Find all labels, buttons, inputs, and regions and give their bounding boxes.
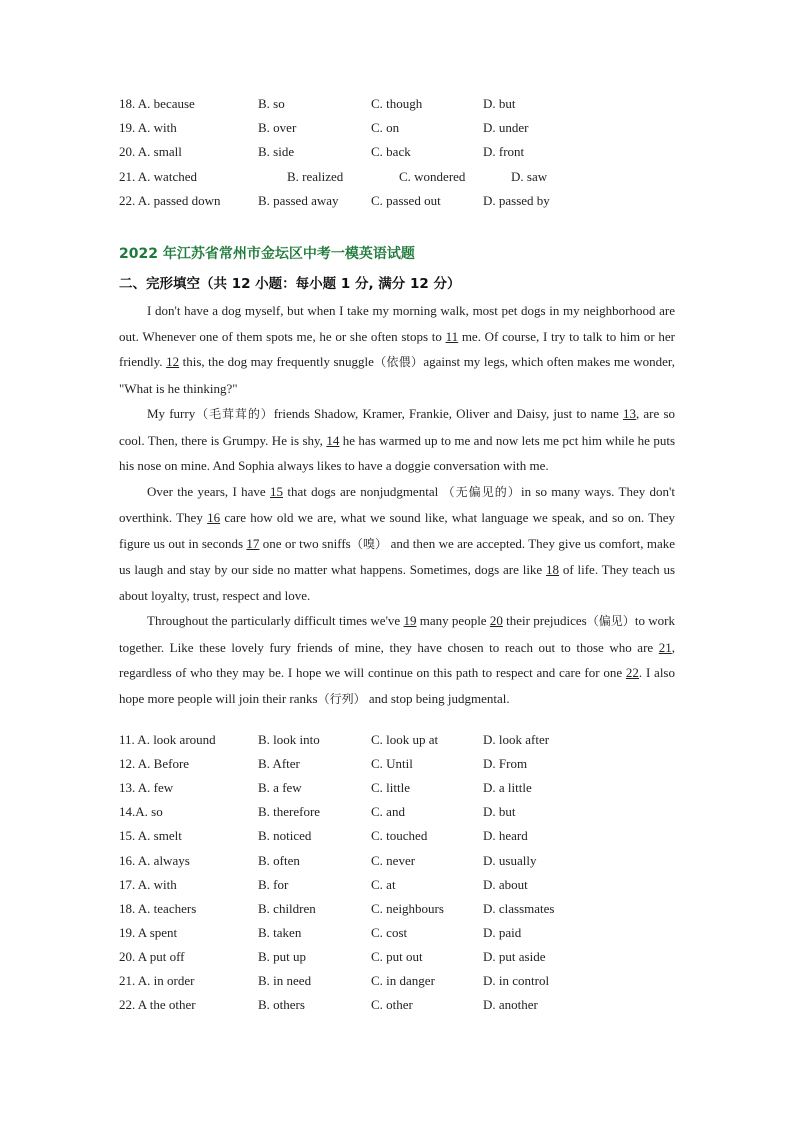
option-b: B. children bbox=[258, 901, 316, 916]
chinese-gloss: （毛茸茸的） bbox=[195, 407, 274, 421]
option-row-21 bbox=[119, 971, 679, 991]
blank-20: 20 bbox=[489, 613, 503, 628]
passage-text: of life. They teach us about loyalty, trust, respect and love. bbox=[119, 562, 675, 603]
blank-18: 18 bbox=[546, 562, 560, 577]
option-row-14 bbox=[119, 802, 679, 822]
option-b: B. so bbox=[258, 96, 285, 111]
option-c: C. cost bbox=[371, 925, 408, 940]
passage-text: , are so cool. Then, there is Grumpy. He is shy, bbox=[119, 406, 676, 448]
option-d: D. another bbox=[483, 997, 538, 1012]
passage-text: to work together. Like these lovely fury friends of mine, they have chosen to reach out to those who are bbox=[119, 613, 675, 655]
option-d: D. usually bbox=[483, 853, 537, 868]
option-a: 21. A. in order bbox=[119, 973, 195, 988]
passage-text: he has warmed up to me and now lets me pct him while he puts his nose on mine. And Sophia always likes to have a doggie conversation with me. bbox=[119, 432, 676, 473]
option-d: D. but bbox=[483, 96, 516, 111]
passage-text: I don't have a dog myself, but when I take my morning walk, most pet dogs in my neighborhood are out. Whenever one of them spots me, he or she often stops to bbox=[119, 303, 675, 344]
option-c: C. Until bbox=[371, 756, 413, 771]
option-d: D. but bbox=[483, 804, 516, 819]
chinese-gloss: （无偏见的） bbox=[442, 484, 521, 499]
blank-19: 19 bbox=[403, 613, 417, 628]
chinese-gloss: （依偎） bbox=[373, 355, 424, 369]
blank-12: 12 bbox=[166, 354, 180, 369]
passage-text: their prejudices bbox=[502, 613, 587, 628]
option-d: D. in control bbox=[483, 973, 550, 988]
passage-text: Throughout the particularly difficult times we've bbox=[147, 613, 404, 628]
option-d: D. about bbox=[483, 877, 528, 892]
option-b: B. After bbox=[258, 756, 300, 771]
option-c: C. back bbox=[371, 144, 411, 159]
passage-text: care how old we are, what we sound like, what language we speak, and so on. They figure us out in seconds bbox=[119, 510, 675, 551]
option-b: B. put up bbox=[258, 949, 307, 964]
option-c: C. other bbox=[371, 997, 413, 1012]
option-b: B. a few bbox=[258, 780, 302, 795]
option-a: 21. A. watched bbox=[119, 169, 197, 184]
option-d: D. heard bbox=[483, 828, 528, 843]
blank-22: 22 bbox=[625, 665, 639, 680]
passage-text: one or two sniffs bbox=[259, 535, 351, 551]
option-d: D. saw bbox=[511, 169, 548, 184]
passage-text: Over the years, I have bbox=[147, 483, 271, 499]
top-option-row-21 bbox=[119, 167, 679, 187]
paragraph-3 bbox=[119, 479, 675, 609]
option-b: B. taken bbox=[258, 925, 302, 940]
option-a: 12. A. Before bbox=[119, 756, 190, 771]
passage-text: in so many ways. They don't overthink. They bbox=[119, 483, 675, 525]
option-c: C. wondered bbox=[399, 169, 466, 184]
passage-text: . I also hope more people will join their ranks bbox=[119, 665, 675, 706]
option-row-22 bbox=[119, 995, 679, 1015]
option-b: B. over bbox=[258, 120, 297, 135]
option-c: C. though bbox=[371, 96, 423, 111]
option-d: D. paid bbox=[483, 925, 522, 940]
option-row-13 bbox=[119, 778, 679, 798]
option-row-16 bbox=[119, 851, 679, 871]
passage-text: this, the dog may frequently snuggle bbox=[179, 354, 374, 369]
top-option-row-19 bbox=[119, 118, 679, 138]
blank-15: 15 bbox=[270, 483, 284, 499]
section-heading: 二、完形填空（共 12 小题：每小题 1 分, 满分 12 分） bbox=[119, 276, 461, 292]
cloze-passage bbox=[119, 298, 675, 712]
option-c: C. little bbox=[371, 780, 410, 795]
option-b: B. often bbox=[258, 853, 300, 868]
option-d: D. under bbox=[483, 120, 529, 135]
option-row-18 bbox=[119, 899, 679, 919]
option-b: B. for bbox=[258, 877, 289, 892]
option-a: 17. A. with bbox=[119, 877, 177, 892]
paragraph-2 bbox=[119, 401, 675, 479]
option-a: 11. A. look around bbox=[119, 732, 216, 747]
passage-text: many people bbox=[416, 613, 490, 628]
passage-text: My furry bbox=[147, 406, 196, 421]
blank-16: 16 bbox=[207, 510, 221, 525]
option-a: 19. A. with bbox=[119, 120, 177, 135]
option-c: C. passed out bbox=[371, 193, 441, 208]
passage-text: that dogs are nonjudgmental bbox=[283, 483, 443, 499]
blank-17: 17 bbox=[246, 535, 260, 551]
chinese-gloss: （嗅） bbox=[350, 536, 388, 551]
option-c: C. touched bbox=[371, 828, 428, 843]
option-row-11 bbox=[119, 730, 679, 750]
blank-14: 14 bbox=[326, 432, 340, 448]
option-b: B. passed away bbox=[258, 193, 339, 208]
passage-text: friends Shadow, Kramer, Frankie, Oliver and Daisy, just to name bbox=[273, 406, 623, 421]
option-a: 18. A. teachers bbox=[119, 901, 197, 916]
exam-title: 2022 年江苏省常州市金坛区中考一模英语试题 bbox=[119, 246, 415, 262]
blank-11: 11 bbox=[445, 328, 459, 344]
option-a: 14.A. so bbox=[119, 804, 163, 819]
option-row-20 bbox=[119, 947, 679, 967]
option-d: D. put aside bbox=[483, 949, 546, 964]
option-b: B. noticed bbox=[258, 828, 312, 843]
option-c: C. put out bbox=[371, 949, 423, 964]
option-b: B. others bbox=[258, 997, 305, 1012]
option-d: D. classmates bbox=[483, 901, 555, 916]
top-option-row-20 bbox=[119, 142, 679, 162]
passage-text: me. Of course, I try to talk to him or her friendly. bbox=[119, 328, 675, 369]
option-a: 20. A put off bbox=[119, 949, 185, 964]
option-b: B. realized bbox=[287, 169, 344, 184]
option-row-17 bbox=[119, 875, 679, 895]
option-c: C. at bbox=[371, 877, 396, 892]
option-c: C. look up at bbox=[371, 732, 439, 747]
option-c: C. in danger bbox=[371, 973, 435, 988]
option-c: C. and bbox=[371, 804, 405, 819]
chinese-gloss: （偏见） bbox=[586, 614, 635, 628]
option-row-12 bbox=[119, 754, 679, 774]
option-d: D. passed by bbox=[483, 193, 550, 208]
paragraph-1 bbox=[119, 298, 675, 401]
option-b: B. in need bbox=[258, 973, 312, 988]
option-row-19 bbox=[119, 923, 679, 943]
option-a: 13. A. few bbox=[119, 780, 174, 795]
chinese-gloss: （行列） bbox=[317, 691, 366, 706]
passage-text: against my legs, which often makes me wonder, "What is he thinking?" bbox=[119, 354, 675, 396]
top-option-row-18 bbox=[119, 94, 679, 114]
option-a: 15. A. smelt bbox=[119, 828, 182, 843]
option-c: C. neighbours bbox=[371, 901, 444, 916]
option-d: D. From bbox=[483, 756, 528, 771]
passage-text: , regardless of who they may be. I hope we will continue on this path to respect and care for one bbox=[119, 639, 675, 680]
paragraph-4 bbox=[119, 608, 675, 712]
option-d: D. look after bbox=[483, 732, 550, 747]
option-c: C. never bbox=[371, 853, 416, 868]
passage-text: and stop being judgmental. bbox=[365, 690, 510, 706]
option-a: 22. A the other bbox=[119, 997, 196, 1012]
option-b: B. look into bbox=[258, 732, 320, 747]
option-a: 16. A. always bbox=[119, 853, 190, 868]
option-a: 19. A spent bbox=[119, 925, 178, 940]
option-a: 20. A. small bbox=[119, 144, 182, 159]
option-b: B. side bbox=[258, 144, 295, 159]
option-row-15 bbox=[119, 826, 679, 846]
option-d: D. front bbox=[483, 144, 525, 159]
top-option-row-22 bbox=[119, 191, 679, 211]
blank-21: 21 bbox=[658, 639, 672, 655]
blank-13: 13 bbox=[622, 406, 636, 421]
option-d: D. a little bbox=[483, 780, 532, 795]
passage-text: and then we are accepted. They give us comfort, make us laugh and stay by our side no matter what happens. Sometimes, dogs are like bbox=[119, 535, 675, 577]
option-b: B. therefore bbox=[258, 804, 321, 819]
option-c: C. on bbox=[371, 120, 400, 135]
option-a: 22. A. passed down bbox=[119, 193, 221, 208]
option-a: 18. A. because bbox=[119, 96, 195, 111]
